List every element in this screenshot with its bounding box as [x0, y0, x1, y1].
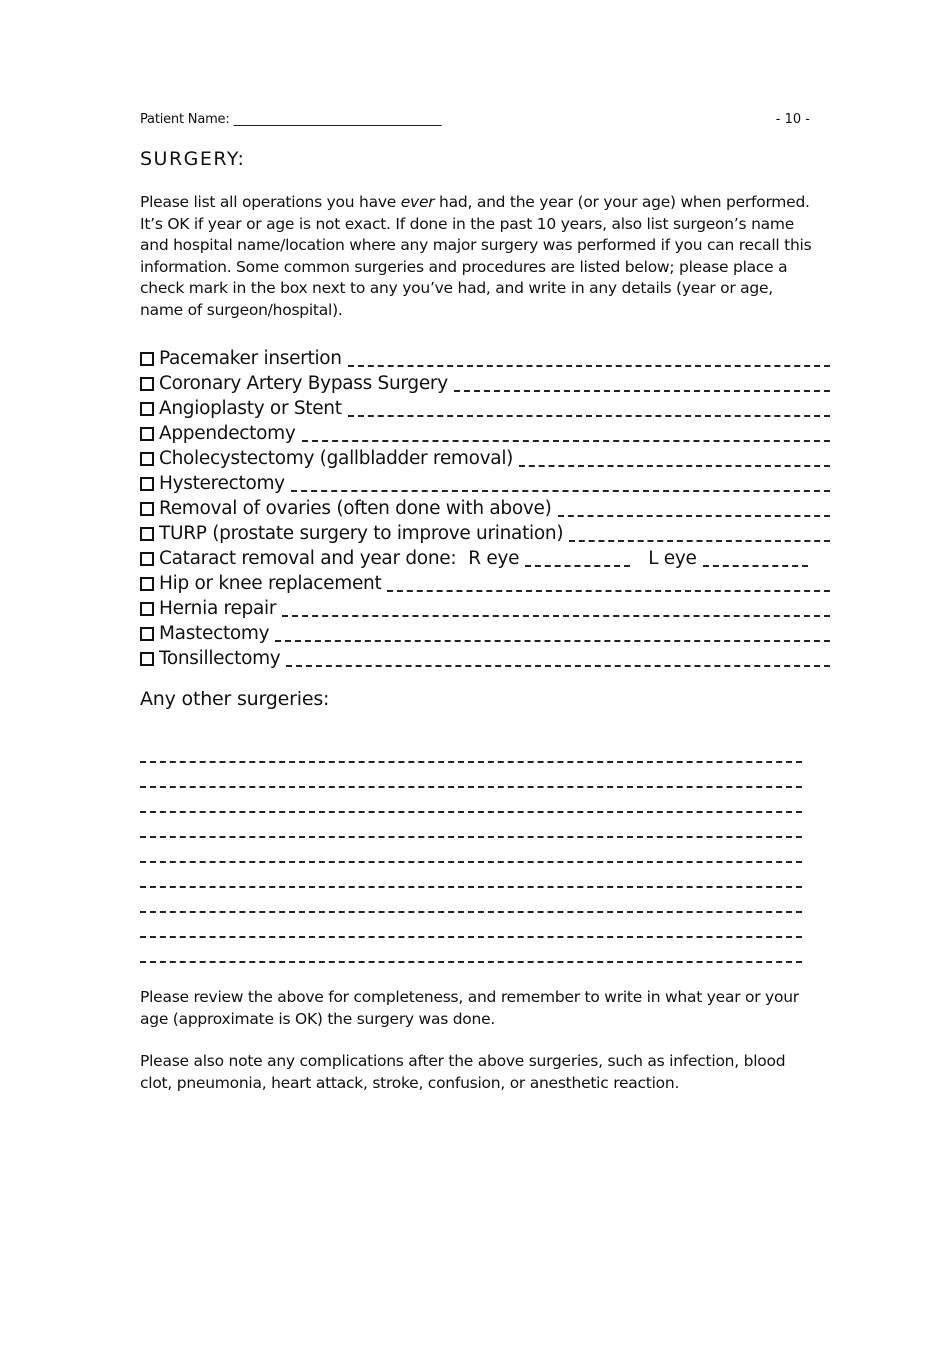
review-note: Please review the above for completeness, and remember to write in what year or your age (approximate is OK) the surgery was done. — [140, 988, 799, 1028]
procedure-item — [140, 496, 830, 521]
checkbox[interactable] — [140, 477, 154, 491]
section-title: SURGERY: — [140, 148, 246, 170]
detail-line[interactable] — [348, 351, 830, 367]
detail-line[interactable] — [282, 601, 830, 617]
procedure-label: Angioplasty or Stent — [159, 398, 342, 419]
procedure-item — [140, 596, 830, 621]
page-number: - 10 - — [775, 112, 810, 127]
patient-name-header — [140, 112, 441, 127]
procedure-label: Cholecystectomy (gallbladder removal) — [159, 448, 514, 469]
checkbox[interactable] — [140, 552, 154, 566]
intro-text-2: had, and the year (or your age) when performed. It’s OK if year or age is not exact. If done in the past 10 years, also list surgeon’s name and hospital name/location where any major surgery was performed if you can recall this information. Some common surgeries and procedures are listed below; please place a check mark in the box next to any you’ve had, and write in any details (year or age, name of surgeon/hospital). — [140, 193, 812, 319]
procedure-label: Appendectomy — [159, 423, 296, 444]
checkbox[interactable] — [140, 377, 154, 391]
complications-note: Please also note any complications after the above surgeries, such as infection, blood clot, pneumonia, heart attack, stroke, confusion, or anesthetic reaction. — [140, 1052, 786, 1092]
checkbox[interactable] — [140, 352, 154, 366]
procedure-item-cataract — [140, 546, 830, 571]
procedure-checklist — [140, 346, 830, 671]
procedure-label: Coronary Artery Bypass Surgery — [159, 373, 448, 394]
procedure-item — [140, 621, 830, 646]
blank-line[interactable] — [140, 838, 802, 863]
checkbox[interactable] — [140, 452, 154, 466]
checkbox[interactable] — [140, 402, 154, 416]
other-surgeries-lines — [140, 738, 802, 963]
detail-line[interactable] — [558, 501, 830, 517]
right-eye-label: R eye — [468, 548, 520, 569]
procedure-item — [140, 521, 830, 546]
detail-line[interactable] — [302, 426, 831, 442]
blank-line[interactable] — [140, 738, 802, 763]
detail-line[interactable] — [348, 401, 830, 417]
procedure-label: Pacemaker insertion — [159, 348, 342, 369]
procedure-label: Mastectomy — [159, 623, 270, 644]
procedure-item — [140, 396, 830, 421]
procedure-label: Removal of ovaries (often done with above) — [159, 498, 552, 519]
intro-text-1: Please list all operations you have — [140, 193, 401, 211]
blank-line[interactable] — [140, 763, 802, 788]
checkbox[interactable] — [140, 627, 154, 641]
detail-line[interactable] — [454, 376, 830, 392]
detail-line[interactable] — [291, 476, 830, 492]
checkbox[interactable] — [140, 652, 154, 666]
patient-name-blank[interactable]: _________________________________ — [233, 112, 442, 127]
procedure-item — [140, 371, 830, 396]
detail-line[interactable] — [275, 626, 830, 642]
procedure-item — [140, 646, 830, 671]
other-surgeries-label: Any other surgeries: — [140, 688, 330, 710]
procedure-item — [140, 446, 830, 471]
right-eye-line[interactable] — [525, 551, 630, 567]
checkbox[interactable] — [140, 427, 154, 441]
procedure-item — [140, 346, 830, 371]
blank-line[interactable] — [140, 863, 802, 888]
detail-line[interactable] — [519, 451, 830, 467]
blank-line[interactable] — [140, 888, 802, 913]
procedure-label: TURP (prostate surgery to improve urination) — [159, 523, 564, 544]
blank-line[interactable] — [140, 813, 802, 838]
intro-paragraph — [140, 192, 820, 322]
intro-emphasis: ever — [400, 193, 435, 211]
procedure-label: Hip or knee replacement — [159, 573, 382, 594]
procedure-label: Hysterectomy — [159, 473, 285, 494]
detail-line[interactable] — [569, 526, 830, 542]
blank-line[interactable] — [140, 913, 802, 938]
left-eye-label: L eye — [648, 548, 697, 569]
blank-line[interactable] — [140, 938, 802, 963]
checkbox[interactable] — [140, 577, 154, 591]
procedure-label: Hernia repair — [159, 598, 277, 619]
patient-name-label: Patient Name: — [140, 112, 230, 127]
checkbox[interactable] — [140, 502, 154, 516]
checkbox[interactable] — [140, 527, 154, 541]
left-eye-line[interactable] — [703, 551, 808, 567]
procedure-label: Tonsillectomy — [159, 648, 281, 669]
procedure-item — [140, 421, 830, 446]
checkbox[interactable] — [140, 602, 154, 616]
procedure-item — [140, 571, 830, 596]
detail-line[interactable] — [286, 651, 830, 667]
procedure-label: Cataract removal and year done: — [159, 548, 457, 569]
detail-line[interactable] — [387, 576, 830, 592]
blank-line[interactable] — [140, 788, 802, 813]
procedure-item — [140, 471, 830, 496]
